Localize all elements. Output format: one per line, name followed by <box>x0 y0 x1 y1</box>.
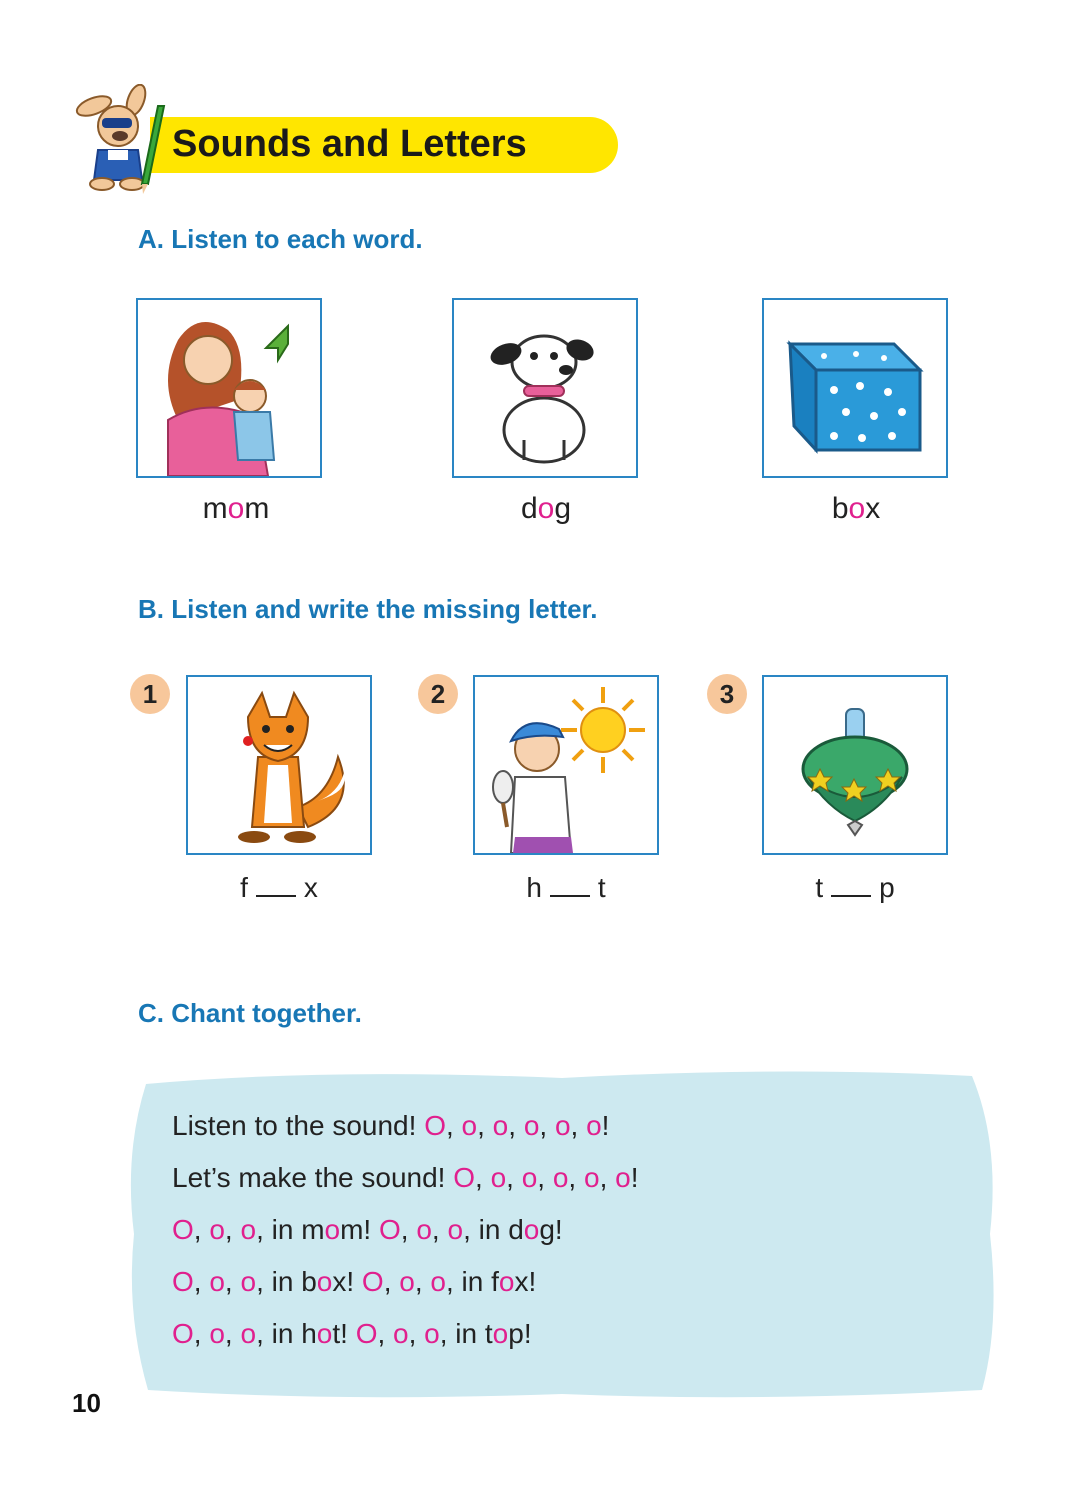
chant-text: , in m <box>256 1214 325 1245</box>
chant-text: x! <box>332 1266 362 1297</box>
chant-text: , <box>224 1214 241 1245</box>
chant-text: , <box>599 1162 616 1193</box>
highlight-vowel: o <box>461 1110 478 1141</box>
highlight-vowel: o <box>209 1266 225 1297</box>
highlight-vowel: o <box>498 1266 515 1297</box>
picture-mom <box>136 298 322 478</box>
chant-text: , <box>400 1214 417 1245</box>
rabbit-mascot-icon <box>72 84 172 194</box>
highlight-vowel: o <box>447 1214 464 1245</box>
highlight-vowel: o <box>393 1318 409 1349</box>
chant-text: g! <box>539 1214 563 1245</box>
highlight-vowel: o <box>209 1318 225 1349</box>
highlight-vowel: o <box>240 1318 257 1349</box>
chant-text: , <box>408 1318 425 1349</box>
chant-line-2 <box>172 1162 638 1194</box>
highlight-vowel: o <box>240 1266 257 1297</box>
missing-letter-fox: f x <box>240 872 318 903</box>
fox-icon <box>188 677 370 853</box>
chant-text: , <box>224 1318 241 1349</box>
chant-text: Listen to the sound! <box>172 1110 425 1141</box>
highlight-vowel: o <box>430 1266 446 1297</box>
highlight-vowel: o <box>490 1162 507 1193</box>
chant-text: , <box>445 1110 462 1141</box>
picture-dog <box>452 298 638 478</box>
number-badge-2: 2 <box>418 674 458 714</box>
chant-text: , <box>508 1110 524 1141</box>
chant-text: p! <box>508 1318 532 1349</box>
picture-box <box>762 298 948 478</box>
chant-text: , <box>193 1318 210 1349</box>
chant-text: , <box>224 1266 241 1297</box>
section-b-heading: B. Listen and write the missing letter. <box>138 594 598 624</box>
highlight-vowel: o <box>492 1110 509 1141</box>
number-badge-1: 1 <box>130 674 170 714</box>
highlight-vowel: O <box>379 1214 401 1245</box>
highlight-vowel: o <box>416 1214 432 1245</box>
chant-text: , <box>431 1214 448 1245</box>
chant-text: , in d <box>463 1214 524 1245</box>
highlight-vowel: o <box>209 1214 225 1245</box>
chant-text: , <box>193 1266 210 1297</box>
page-title: Sounds and Letters <box>172 123 527 165</box>
chant-text: , <box>570 1110 587 1141</box>
highlight-vowel: o <box>424 1318 440 1349</box>
missing-letter-top: t p <box>815 872 895 903</box>
highlight-vowel: o <box>316 1266 333 1297</box>
highlight-vowel: o <box>615 1162 631 1193</box>
chant-line-3 <box>172 1214 563 1246</box>
picture-hot <box>473 675 659 855</box>
highlight-vowel: o <box>554 1110 571 1141</box>
chant-line-4 <box>172 1266 536 1298</box>
highlight-vowel: O <box>361 1266 384 1297</box>
page-number: 10 <box>72 1388 101 1418</box>
chant-text: , <box>568 1162 584 1193</box>
blank-line-1[interactable] <box>256 873 296 897</box>
chant-line-1 <box>172 1110 609 1142</box>
highlight-vowel: o <box>523 1214 540 1245</box>
chant-text: , <box>477 1110 493 1141</box>
highlight-vowel: o <box>521 1162 538 1193</box>
word-mom: mom <box>202 492 270 525</box>
chant-text: , <box>377 1318 394 1349</box>
highlight-vowel: o <box>552 1162 569 1193</box>
section-c-heading: C. Chant together. <box>138 998 362 1028</box>
chant-text: x! <box>514 1266 537 1297</box>
highlight-vowel: o <box>240 1214 257 1245</box>
mother-baby-icon <box>138 300 320 476</box>
chant-text: , in t <box>439 1318 493 1349</box>
chant-text: , <box>193 1214 210 1245</box>
chant-text: , <box>475 1162 491 1193</box>
highlight-vowel: O <box>172 1318 194 1349</box>
blank-line-2[interactable] <box>550 873 590 897</box>
highlight-vowel: o <box>586 1110 602 1141</box>
chant-text: , <box>539 1110 555 1141</box>
box-icon <box>764 300 946 476</box>
highlight-vowel: o <box>583 1162 600 1193</box>
highlight-vowel: o <box>492 1318 509 1349</box>
hot-boy-sun-icon <box>475 677 657 853</box>
highlight-vowel: O <box>355 1318 378 1349</box>
chant-text: ! <box>601 1110 610 1141</box>
highlight-vowel: o <box>316 1318 333 1349</box>
highlight-vowel: o <box>523 1110 540 1141</box>
number-badge-3: 3 <box>707 674 747 714</box>
chant-text: , <box>537 1162 553 1193</box>
chant-text: Let’s make the sound! <box>172 1162 454 1193</box>
highlight-vowel: O <box>172 1214 194 1245</box>
chant-text: ! <box>630 1162 639 1193</box>
highlight-vowel: O <box>453 1162 475 1193</box>
highlight-vowel: O <box>424 1110 446 1141</box>
section-a-heading: A. Listen to each word. <box>138 224 423 254</box>
blank-line-3[interactable] <box>831 873 871 897</box>
spinning-top-icon <box>764 677 946 853</box>
chant-text: t! <box>332 1318 356 1349</box>
chant-text: , in b <box>256 1266 317 1297</box>
picture-top <box>762 675 948 855</box>
chant-text: m! <box>340 1214 379 1245</box>
dog-icon <box>454 300 636 476</box>
highlight-vowel: o <box>399 1266 415 1297</box>
chant-text: , <box>383 1266 400 1297</box>
word-dog: dog <box>520 492 572 525</box>
chant-line-5 <box>172 1318 532 1350</box>
picture-fox <box>186 675 372 855</box>
chant-text: , <box>414 1266 431 1297</box>
missing-letter-hot: h t <box>526 872 606 903</box>
highlight-vowel: O <box>172 1266 194 1297</box>
highlight-vowel: o <box>324 1214 341 1245</box>
chant-text: , in f <box>445 1266 499 1297</box>
chant-text: , in h <box>256 1318 317 1349</box>
word-box: box <box>831 492 881 525</box>
chant-text: , <box>506 1162 522 1193</box>
